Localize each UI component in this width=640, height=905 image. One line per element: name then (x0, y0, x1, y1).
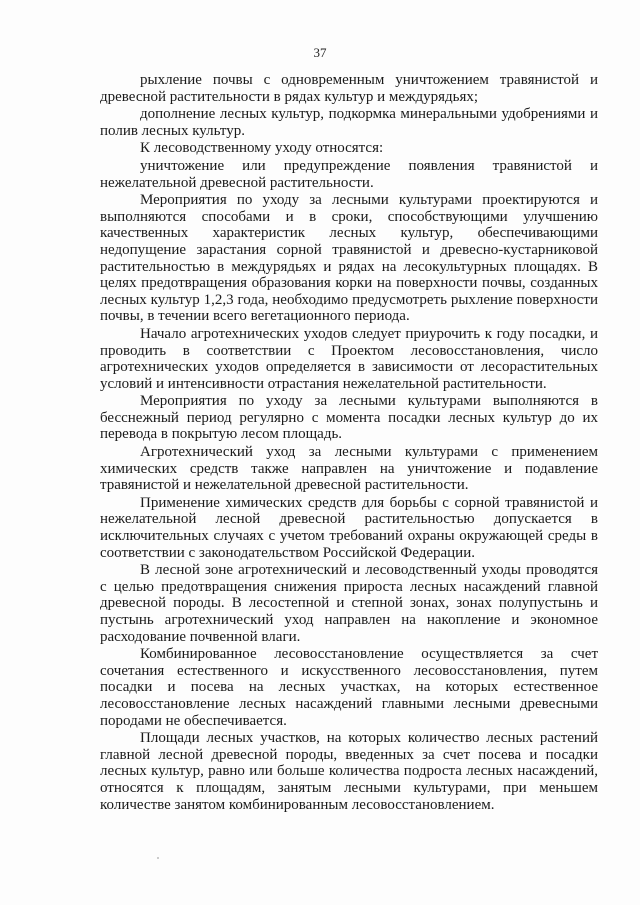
paragraph: Мероприятия по уходу за лесными культурами проектируются и выполняются способами и в сроки, способствующими улучшению качественных характеристик лесных культур, обеспечивающими недопущение зарастания сорной травянистой и древесно-кустарниковой растительностью в междурядьях и рядах на лесокультурных площадях. В целях предотвращения образования корки на поверхности почвы, созданных лесных культур 1,2,3 года, необходимо предусмотреть рыхление поверхности почвы, в течении всего вегетационного периода. (100, 192, 598, 325)
paragraph: рыхление почвы с одновременным уничтожением травянистой и древесной растительности в рядах культур и междурядьях; (100, 72, 598, 105)
paragraph: Начало агротехнических уходов следует приурочить к году посадки, и проводить в соответствии с Проектом лесовосстановления, число агротехнических уходов определяется в зависимости от лесорастительных условий и интенсивности отрастания нежелательной растительности. (100, 325, 598, 392)
paragraph: Мероприятия по уходу за лесными культурами выполняются в бесснежный период регулярно с момента посадки лесных культур до их перевода в покрытую лесом площадь. (100, 393, 598, 443)
page-number: 37 (313, 45, 327, 60)
paragraph: Площади лесных участков, на которых количество лесных растений главной лесной древесной породы, введенных за счет посева и посадки лесных культур, равно или больше количества подроста лесных насаждений, относятся к площадям, занятым лесными культурами, при меньшем количестве занятом комбинированным лесовосстановлением. (100, 730, 598, 813)
scan-artifact (157, 857, 159, 859)
body-text (100, 72, 598, 813)
paragraph: К лесоводственному уходу относятся: (140, 140, 384, 157)
paragraph: дополнение лесных культур, подкормка минеральными удобрениями и полив лесных культур. (100, 106, 598, 139)
paragraph: Комбинированное лесовосстановление осуществляется за счет сочетания естественного и искусственного лесовосстановления, путем посадки и посева на лесных участках, на которых естественное лесовосстановление лесных насаждений главными лесными древесными породами не обеспечивается. (100, 646, 598, 729)
paragraph: Агротехнический уход за лесными культурами с применением химических средств также направлен на уничтожение и подавление травянистой и нежелательной древесной растительности. (100, 444, 598, 494)
paragraph: В лесной зоне агротехнический и лесоводственный уходы проводятся с целью предотвращения снижения прироста лесных насаждений главной древесной породы. В лесостепной и степной зонах, зонах полупустынь и пустынь агротехнический уход направлен на накопление и экономное расходование почвенной влаги. (100, 562, 598, 645)
paragraph: Применение химических средств для борьбы с сорной травянистой и нежелательной лесной древесной растительностью допускается в исключительных случаях с учетом требований охраны окружающей среды в соответствии с законодательством Российской Федерации. (100, 494, 598, 561)
paragraph: уничтожение или предупреждение появления травянистой и нежелательной древесной растительности. (100, 157, 598, 191)
